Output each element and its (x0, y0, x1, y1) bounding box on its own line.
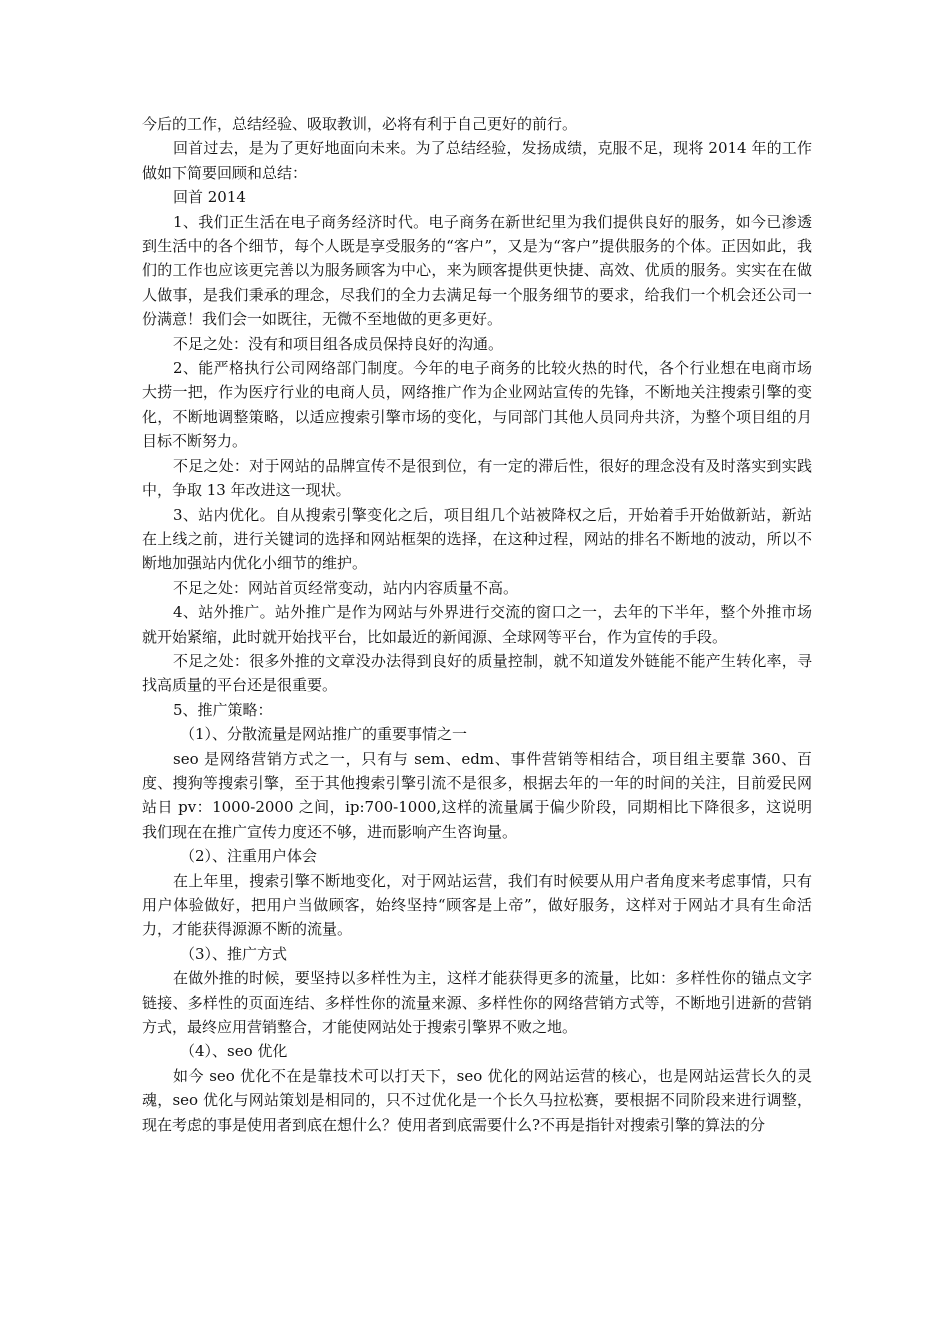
paragraph: 如今 seo 优化不在是靠技术可以打天下，seo 优化的网站运营的核心，也是网站运营长久的灵魂，seo 优化与网站策划是相同的，只不过优化是一个长久马拉松赛，要根据不同阶段来进行调整，现在考虑的事是使用者到底在想什么？使用者到底需要什么?不再是指针对搜索引擎的算法的分 (142, 1066, 812, 1134)
paragraph: 3、站内优化。自从搜索引擎变化之后，项目组几个站被降权之后，开始着手开始做新站，新站在上线之前，进行关键词的选择和网站框架的选择，在这种过程，网站的排名不断地的波动，所以不断地加强站内优化小细节的维护。 (142, 505, 812, 573)
subsection-heading: （2）、注重用户体会 (180, 847, 318, 866)
shortcoming-note: 不足之处：很多外推的文章没办法得到良好的质量控制，就不知道发外链能不能产生转化率，寻找高质量的平台还是很重要。 (142, 651, 812, 695)
section-heading: 5、推广策略： (173, 700, 273, 719)
shortcoming-note: 不足之处：网站首页经常变动，站内内容质量不高。 (173, 578, 519, 597)
shortcoming-note: 不足之处：没有和项目组各成员保持良好的沟通。 (173, 334, 504, 353)
paragraph: 4、站外推广。站外推广是作为网站与外界进行交流的窗口之一，去年的下半年，整个外推市场就开始紧缩，此时就开始找平台，比如最近的新闻源、全球网等平台，作为宣传的手段。 (142, 603, 812, 646)
paragraph: 1、我们正生活在电子商务经济时代。电子商务在新世纪里为我们提供良好的服务，如今已渗透到生活中的各个细节，每个人既是享受服务的“客户”，又是为“客户”提供服务的个体。正因如此，我们的工作也应该更完善以为服务顾客为中心，来为顾客提供更快捷、高效、优质的服务。实实在在做人做事，是我们秉承的理念，尽我们的全力去满足每一个服务细节的要求，给我们一个机会还公司一份满意！我们会一如既往，无微不至地做的更多更好。 (142, 212, 812, 329)
subsection-heading: （3）、推广方式 (180, 944, 288, 963)
section-heading: 回首 2014 (173, 188, 246, 207)
document-page (142, 112, 812, 1137)
paragraph: 2、能严格执行公司网络部门制度。今年的电子商务的比较火热的时代，各个行业想在电商市场大捞一把，作为医疗行业的电商人员，网络推广作为企业网站宣传的先锋，不断地关注搜索引擎的变化，不断地调整策略，以适应搜索引擎市场的变化，与同部门其他人员同舟共济，为整个项目组的月目标不断努力。 (142, 359, 812, 451)
paragraph: 在做外推的时候，要坚持以多样性为主，这样才能获得更多的流量，比如：多样性你的锚点文字链接、多样性的页面连结、多样性你的流量来源、多样性你的网络营销方式等，不断地引进新的营销方式，最终应用营销整合，才能使网站处于搜索引擎界不败之地。 (142, 969, 812, 1037)
shortcoming-note: 不足之处：对于网站的品牌宣传不是很到位，有一定的滞后性，很好的理念没有及时落实到实践中，争取 13 年改进这一现状。 (142, 456, 812, 500)
subsection-heading: （4）、seo 优化 (180, 1042, 288, 1061)
subsection-heading: （1）、分散流量是网站推广的重要事情之一 (180, 725, 468, 744)
paragraph: 在上年里，搜索引擎不断地变化，对于网站运营，我们有时候要从用户者角度来考虑事情，只有用户体验做好，把用户当做顾客，始终坚持“顾客是上帝”，做好服务，这样对于网站才具有生命活力，才能获得源源不断的流量。 (142, 871, 812, 939)
paragraph: 今后的工作，总结经验、吸取教训，必将有利于自己更好的前行。 (142, 115, 578, 133)
paragraph: seo 是网络营销方式之一，只有与 sem、edm、事件营销等相结合，项目组主要靠 360、百度、搜狗等搜索引擎，至于其他搜索引擎引流不是很多，根据去年的一年的时间的关注，目前爱民网站日 pv：1000-2000 之间，ip:700-1000,这样的流量属于偏少阶段，同期相比下降很多，这说明我们现在在推广宣传力度还不够，进而影响产生咨询量。 (142, 749, 812, 841)
paragraph: 回首过去，是为了更好地面向未来。为了总结经验，发扬成绩，克服不足，现将 2014 年的工作做如下简要回顾和总结： (142, 139, 812, 182)
